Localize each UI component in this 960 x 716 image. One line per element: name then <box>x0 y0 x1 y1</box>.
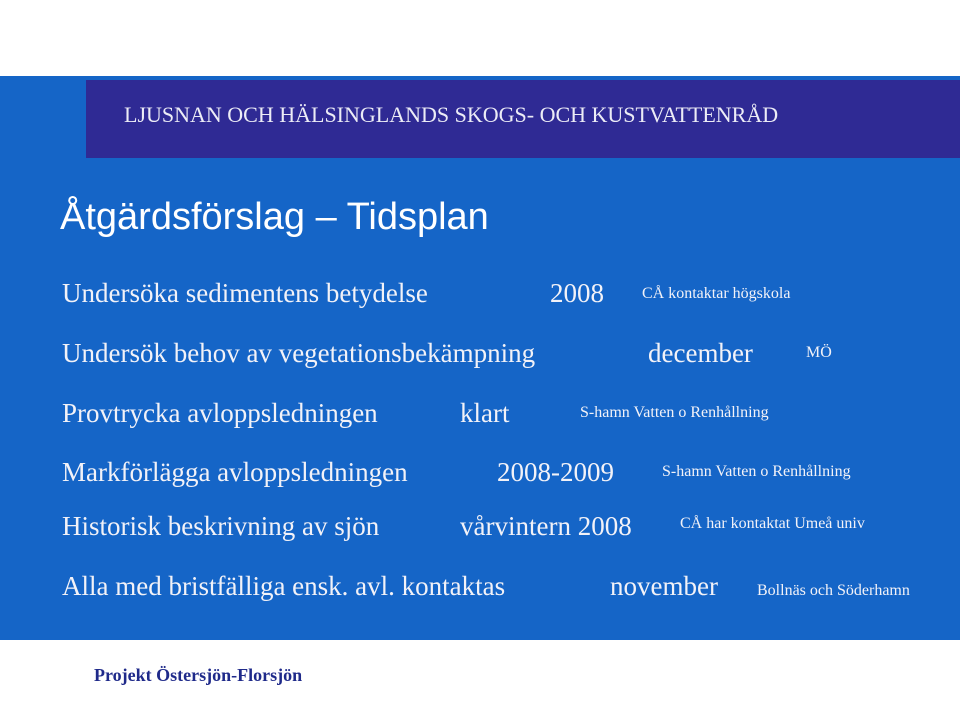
bullet-dot-icon <box>89 59 96 66</box>
bullet-dot-icon <box>524 704 531 711</box>
row-1-action: Undersöka sedimentens betydelse <box>62 278 428 308</box>
row-1-time: 2008 <box>550 278 604 308</box>
bullet-dot-icon <box>740 704 747 711</box>
bullet-dot-icon <box>692 704 699 711</box>
row-6-action: Alla med bristfälliga ensk. avl. kontaktas <box>62 571 506 601</box>
bullet-dot-icon <box>500 704 507 711</box>
row-3-responsible: S-hamn Vatten o Renhållning <box>580 404 769 421</box>
row-5-action: Historisk beskrivning av sjön <box>62 511 380 541</box>
bullet-dot-icon <box>932 704 939 711</box>
row-3-time: klart <box>460 398 510 428</box>
footer-band <box>0 640 960 716</box>
bullet-dot-icon <box>908 704 915 711</box>
row-2-responsible: MÖ <box>806 344 832 361</box>
row-3-action: Provtrycka avloppsledningen <box>62 398 378 428</box>
bullet-dot-icon <box>836 704 843 711</box>
bullet-dot-icon <box>884 704 891 711</box>
bullet-dot-icon <box>548 704 555 711</box>
header-band <box>86 80 960 158</box>
row-4-responsible: S-hamn Vatten o Renhållning <box>662 463 851 480</box>
bullet-dot-icon <box>788 704 795 711</box>
row-1-responsible: CÅ kontaktar högskola <box>642 285 791 302</box>
footer-project: Projekt Östersjön-Florsjön <box>94 665 303 685</box>
bullet-dot-icon <box>596 704 603 711</box>
bullet-dot-icon <box>860 704 867 711</box>
row-6-time: november <box>610 571 718 601</box>
row-4-action: Markförlägga avloppsledningen <box>62 457 408 487</box>
bullet-dot-icon <box>89 13 96 20</box>
row-5-time: vårvintern 2008 <box>460 511 632 541</box>
row-2-action: Undersök behov av vegetationsbekämpning <box>62 338 536 368</box>
bullet-dot-icon <box>476 704 483 711</box>
bullet-dot-icon <box>716 704 723 711</box>
bullet-dot-icon <box>764 704 771 711</box>
bullet-dot-icon <box>644 704 651 711</box>
bullet-dot-icon <box>89 36 96 43</box>
row-2-time: december <box>648 338 753 368</box>
row-6-responsible: Bollnäs och Söderhamn <box>757 582 910 599</box>
bullet-dot-icon <box>572 704 579 711</box>
row-5-responsible: CÅ har kontaktat Umeå univ <box>680 515 865 532</box>
bullet-dot-icon <box>620 704 627 711</box>
slide-heading: Åtgärdsförslag – Tidsplan <box>60 196 489 238</box>
bullet-dot-icon <box>668 704 675 711</box>
header-title: LJUSNAN OCH HÄLSINGLANDS SKOGS- OCH KUSTVATTENRÅD <box>124 102 779 127</box>
top-white-band <box>0 0 960 76</box>
bullet-dot-icon <box>812 704 819 711</box>
row-4-time: 2008-2009 <box>497 457 614 487</box>
